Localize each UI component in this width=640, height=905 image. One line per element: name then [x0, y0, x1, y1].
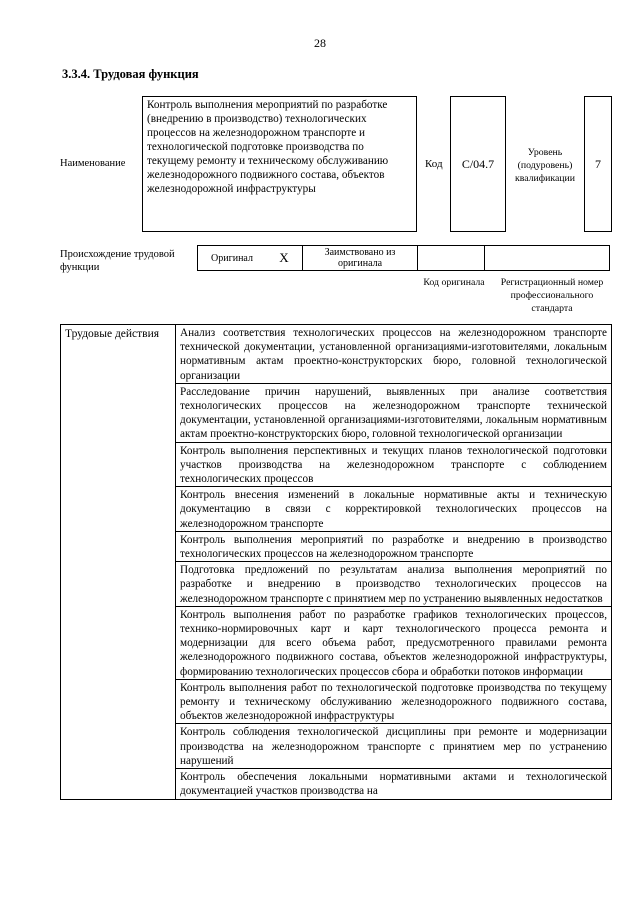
labor-action-item: Контроль выполнения перспективных и текущих планов технологической подготовки участков производства на железнодорожном транспорте с соблюдением технологических процессов: [176, 442, 612, 487]
origin-original-mark: X: [266, 246, 303, 271]
origin-code-caption: Код оригинала: [423, 277, 485, 288]
function-name-box: Контроль выполнения мероприятий по разработке (внедрению в производство) технологических процессов на железнодорожном транспорте и технологической подготовке производства по текущему ремонту и техническому обслуживанию железнодорожного подвижного состава, объектов железнодорожной инфраструктуры: [142, 96, 417, 232]
origin-table: [197, 245, 610, 271]
labor-action-item: Контроль выполнения работ по технологической подготовке производства по текущему ремонту и техническому обслуживанию железнодорожного подвижного состава, объектов железнодорожной инфраструктуры: [176, 679, 612, 724]
section-title: 3.3.4. Трудовая функция: [62, 67, 199, 81]
code-value: С/04.7: [461, 156, 495, 171]
labor-actions-table: [60, 324, 612, 800]
labor-action-item: Контроль выполнения мероприятий по разработке и внедрению в производство технологических процессов на железнодорожном транспорте: [176, 531, 612, 561]
origin-reg-cell: [485, 246, 610, 271]
name-label: Наименование: [60, 158, 126, 169]
labor-action-item: Контроль соблюдения технологической дисциплины при ремонте и модернизации производства на железнодорожном транспорте с принятием мер по устранению нарушений: [176, 724, 612, 769]
labor-actions-label: Трудовые действия: [61, 325, 176, 800]
labor-action-item: Анализ соответствия технологических процессов на железнодорожном транспорте технической документации, установленной организациями-изготовителями, локальным нормативным актам проектно-конструкторских бюро, головной технологической организации: [176, 325, 612, 384]
level-label: Уровень (подуровень) квалификации: [514, 147, 576, 184]
table-row: [61, 325, 612, 384]
labor-action-item: Подготовка предложений по результатам анализа выполнения мероприятий по разработке и внедрению в производство технологических процессов на железнодорожном транспорте с принятием мер по устранению выявленных недостатков: [176, 562, 612, 607]
origin-original-label: Оригинал: [198, 246, 267, 271]
level-value-box: [584, 96, 612, 232]
labor-action-item: Контроль обеспечения локальными нормативными актами и технологической документацией участков производства на: [176, 769, 612, 799]
labor-action-item: Контроль внесения изменений в локальные нормативные акты и техническую документацию в связи с корректировкой технологических процессов на железнодорожном транспорте: [176, 487, 612, 532]
labor-action-item: Контроль выполнения работ по разработке графиков технологических процессов, технико-нормировочных карт и карт технологического процесса ремонта и модернизации для всего объема работ, предусмотренного правилами ремонта железнодорожного подвижного состава, объектов железнодорожной инфраструктуры, формированию технологических процессов сбора и обработки потоков информации: [176, 606, 612, 679]
origin-label: Происхождение трудовой функции: [60, 249, 175, 273]
page-number: 28: [314, 36, 326, 50]
origin-borrowed-label: Заимствовано из оригинала: [303, 246, 418, 271]
code-label: Код: [425, 158, 443, 170]
code-value-box: [450, 96, 506, 232]
level-value: 7: [595, 156, 601, 171]
labor-action-item: Расследование причин нарушений, выявленных при анализе соответствия технологических процессов на железнодорожном транспорте технической документации, установленной организациями-изготовителями, локальным нормативным актам проектно-конструкторских бюро, головной технологической организации: [176, 383, 612, 442]
origin-reg-caption: Регистрационный номер профессионального стандарта: [500, 277, 604, 314]
origin-code-cell: [418, 246, 485, 271]
